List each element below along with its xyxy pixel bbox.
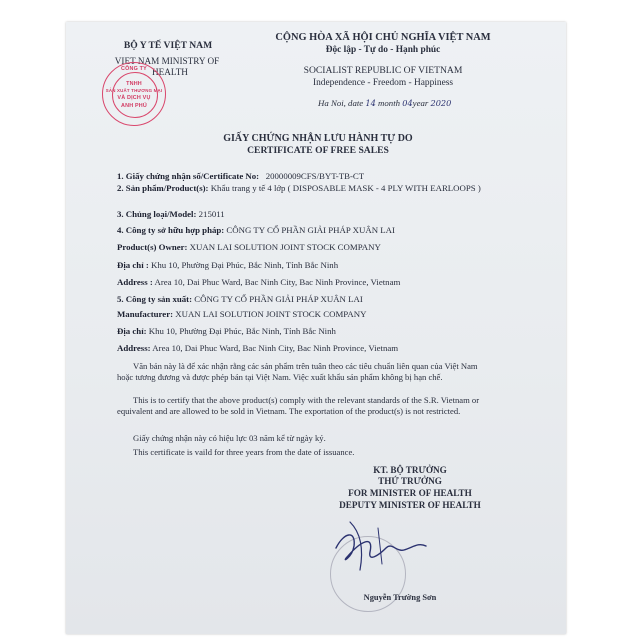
manufacturer-vn-label: 5. Công ty sản xuất: [117,294,193,304]
product-label: 2. Sản phẩm/Product(s): [117,183,209,193]
signature-title-vn-2: THỨ TRƯỞNG [378,476,442,486]
field-mfr-address-en [117,342,497,354]
manufacturer-label: Manufacturer: [117,309,174,319]
field-model [117,208,487,220]
date-day: 14 [365,98,376,108]
seal-line2: SẢN XUẤT THƯƠNG MẠI [105,88,163,93]
title-en: CERTIFICATE OF FREE SALES [247,145,389,156]
motto-en: Independence - Freedom - Happiness [312,78,454,88]
field-manufacturer [117,308,487,320]
republic-en: SOCIALIST REPUBLIC OF VIETNAM [303,65,463,76]
legal-owner-value: CÔNG TY CỔ PHẦN GIẢI PHÁP XUÂN LAI [226,225,395,235]
mfr-address-vn-value: Khu 10, Phường Đại Phúc, Bắc Ninh, Tỉnh Bắc Ninh [148,326,336,336]
owner-address-en-label: Address : [117,277,153,287]
seal-line3: VÀ DỊCH VỤ [117,95,151,101]
field-owner-address-vn [117,259,487,271]
model-value: 215011 [198,209,225,219]
motto-vn: Độc lập - Tự do - Hạnh phúc [325,45,441,55]
paragraph-en: This is to certify that the above product(s) comply with the relevant standards of the S.R. Vietnam or equivalent and are allowed to be sold in Vietnam. The exportation of the product(s) is not restricted. [117,395,480,416]
mfr-address-vn-label: Địa chỉ: [117,326,147,336]
product-owner-value: XUAN LAI SOLUTION JOINT STOCK COMPANY [189,242,381,252]
manufacturer-vn-value: CÔNG TY CỔ PHẦN GIẢI PHÁP XUÂN LAI [194,294,363,304]
owner-address-vn-value: Khu 10, Phường Đại Phúc, Bắc Ninh, Tỉnh Bắc Ninh [150,260,339,270]
manufacturer-value: XUAN LAI SOLUTION JOINT STOCK COMPANY [175,309,367,319]
date-month: 04 [402,98,413,108]
owner-address-en-value: Area 10, Dai Phuc Ward, Bac Ninh City, Bac Ninh Province, Vietnam [154,277,401,287]
model-label: 3. Chủng loại/Model: [117,209,197,219]
seal-line1: TNHH [126,81,142,87]
mfr-address-en-label: Address: [117,343,151,353]
field-certificate-no [117,170,487,182]
signature-title-vn-1: KT. BỘ TRƯỞNG [373,465,447,475]
date-year-label: year [412,98,429,108]
field-mfr-address-vn [117,325,487,337]
signature-title-en-2: DEPUTY MINISTER OF HEALTH [339,500,481,510]
field-product-owner [117,241,487,253]
field-legal-owner [117,224,487,236]
date-year: 2020 [430,98,452,108]
issue-date [318,98,451,108]
field-product [117,182,487,194]
signature-title-en-1: FOR MINISTER OF HEALTH [348,488,472,498]
republic-vn: CỘNG HÒA XÃ HỘI CHỦ NGHĨA VIỆT NAM [275,32,491,43]
title-vn: GIẤY CHỨNG NHẬN LƯU HÀNH TỰ DO [223,133,413,144]
handwritten-signature [330,512,440,582]
date-prefix: Ha Noi, date [318,98,364,108]
paragraph-vn: Văn bản này là để xác nhận rằng các sản phẩm trên tuân theo các tiêu chuẩn liên quan của Việt Nam hoặc tương đương và được phép bán tại Việt Nam. Việc xuất khẩu sản phẩm không bị hạn chế. [117,361,478,382]
seal-line4: ANH PHÚ [121,103,147,109]
signer-name: Nguyễn Trường Sơn [363,593,437,602]
validity-vn: Giấy chứng nhận này có hiệu lực 03 năm kể từ ngày ký. [133,433,326,443]
validity-en: This certificate is vaild for three years from the date of issuance. [133,447,355,457]
date-month-label: month [378,98,401,108]
legal-owner-label: 4. Công ty sở hữu hợp pháp: [117,225,225,235]
ministry-vn: BỘ Y TẾ VIỆT NAM [123,40,213,51]
owner-address-vn-label: Địa chỉ : [117,260,149,270]
product-value: Khẩu trang y tế 4 lớp ( DISPOSABLE MASK - 4 PLY WITH EARLOOPS ) [210,183,481,193]
field-owner-address-en [117,276,497,288]
ministry-en-line2: HEALTH [152,67,188,77]
seal-top-text: CÔNG TY [121,66,147,72]
certificate-no-value: 20000009CFS/BYT-TB-CT [265,171,365,181]
product-owner-label: Product(s) Owner: [117,242,188,252]
ministry-en-line1: VIET NAM MINISTRY OF [114,56,220,66]
field-manufacturer-vn [117,293,487,305]
certificate-no-label: 1. Giấy chứng nhận số/Certificate No: [117,171,260,181]
mfr-address-en-value: Area 10, Dai Phuc Ward, Bac Ninh City, Bac Ninh Province, Vietnam [152,343,399,353]
company-seal [102,62,166,126]
